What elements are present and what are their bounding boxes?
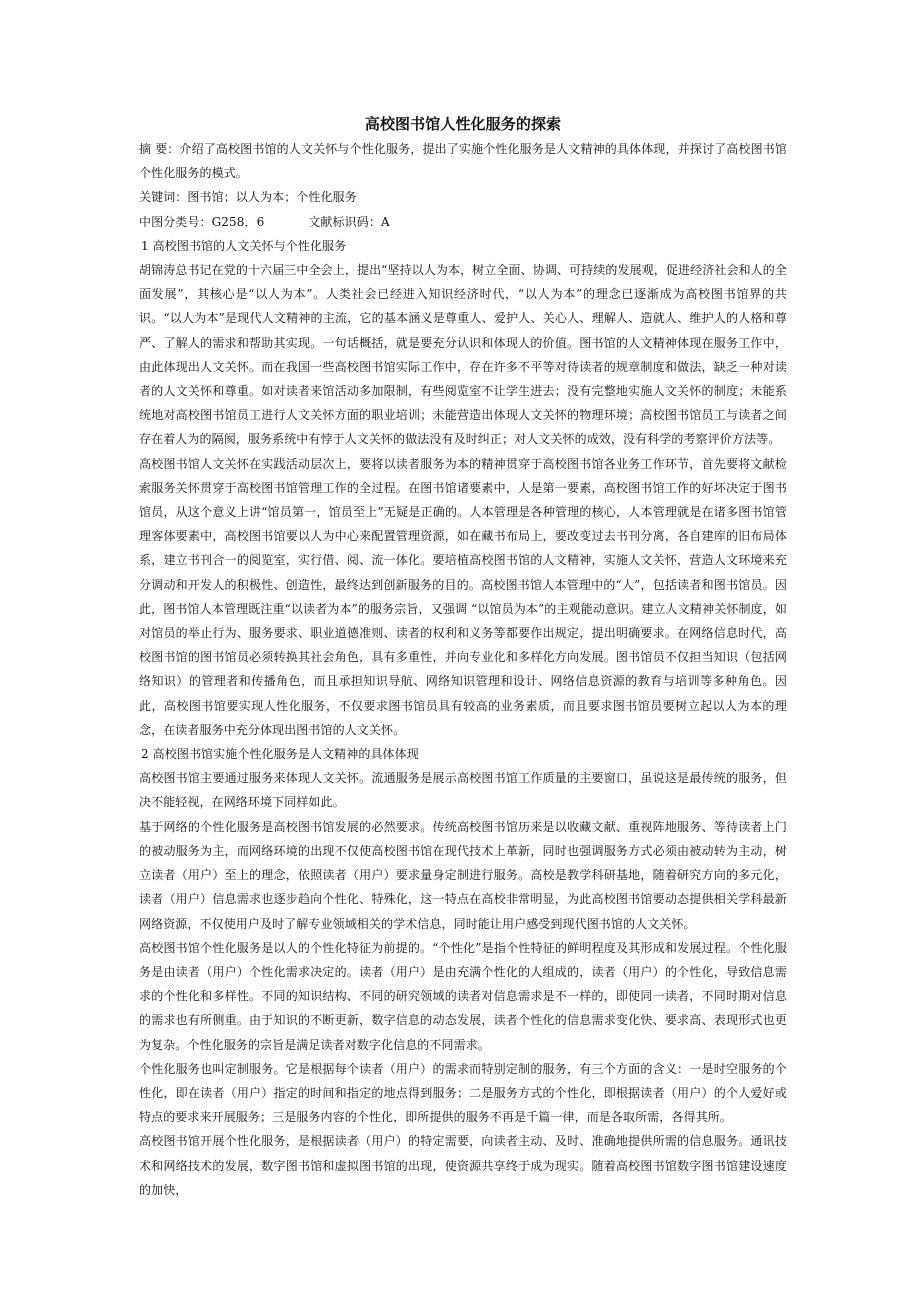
abstract: 摘 要：介绍了高校图书馆的人文关怀与个性化服务，提出了实施个性化服务是人文精神的具体体现，并探讨了高校图书馆个性化服务的模式。 — [139, 142, 787, 181]
section-2-paragraph-3: 高校图书馆个性化服务是以人的个性化特征为前提的。“个性化”是指个性特征的鲜明程度及其形成和发展过程。个性化服务是由读者（用户）个性化需求决定的。读者（用户）是由充满个性化的人组成的，读者（用户）的个性化，导致信息需求的个性化和多样性。不同的知识结构、不同的研究领域的读者对信息需求是不一样的，即使同一读者，不同时期对信息的需求也有所侧重。由于知识的不断更新，数字信息的动态发展，读者个性化的信息需求变化快、要求高、表现形式也更为复杂。个性化服务的宗旨是满足读者对数字化信息的不同需求。 — [139, 940, 787, 1052]
document-code: 文献标识码：A — [308, 214, 390, 229]
section-1-paragraph-1: 胡锦涛总书记在党的十六届三中全会上，提出“坚持以人为本，树立全面、协调、可持续的发展观，促进经济社会和人的全面发展”，其核心是“以人为本”。人类社会已经进入知识经济时代，“以人为本”的理念已逐渐成为高校图书馆界的共识。“以人为本”是现代人文精神的主流，它的基本涵义是尊重人、爱护人、关心人、理解人、造就人、维护人的人格和尊严、了解人的需求和帮助其实现。一句话概括，就是要充分认识和体现人的价值。图书馆的人文精神体现在服务工作中，由此体现出人文关怀。而在我国一些高校图书馆实际工作中，存在许多不平等对待读者的规章制度和做法，缺乏一种对读者的人文关怀和尊重。如对读者来馆活动多加限制，有些阅览室不让学生进去；没有完整地实施人文关怀的制度；未能系统地对高校图书馆员工进行人文关怀方面的职业培训；未能营造出体现人文关怀的物理环境；高校图书馆员工与读者之间存在着人为的隔阂，服务系统中有悖于人文关怀的做法没有及时纠正；对人文关怀的成效，没有科学的考察评价方法等。 — [139, 263, 787, 447]
classification-number: 中图分类号：G258．6 — [139, 214, 265, 229]
keywords: 关键词：图书馆；以人为本；个性化服务 — [139, 190, 357, 205]
section-2-heading: 2 高校图书馆实施个性化服务是人文精神的具体体现 — [141, 747, 419, 762]
classification-line — [139, 210, 787, 234]
section-2-paragraph-1: 高校图书馆主要通过服务来体现人文关怀。流通服务是展示高校图书馆工作质量的主要窗口，虽说这是最传统的服务，但决不能轻视，在网络环境下同样如此。 — [139, 771, 787, 810]
section-1-heading: 1 高校图书馆的人文关怀与个性化服务 — [141, 238, 347, 253]
section-1-paragraph-2: 高校图书馆人文关怀在实践活动层次上，要将以读者服务为本的精神贯穿于高校图书馆各业务工作环节，首先要将文献检索服务关怀贯穿于高校图书馆管理工作的全过程。在图书馆诸要素中，人是第一要素，高校图书馆工作的好坏决定于图书馆员，从这个意义上讲“馆员第一，馆员至上”无疑是正确的。人本管理是各种管理的核心，人本管理就是在诸多图书馆管理客体要素中，高校图书馆要以人为中心来配置管理资源，如在藏书布局上，要改变过去书刊分离，各自建库的旧布局体系，建立书刊合一的阅览室，实行借、阅、流一体化。要培植高校图书馆的人文精神，实施人文关怀，营造人文环境来充分调动和开发人的积极性、创造性，最终达到创新服务的目的。高校图书馆人本管理中的“人”，包括读者和图书馆员。因此，图书馆人本管理既注重“以读者为本”的服务宗旨，又强调 “以馆员为本”的主观能动意识。建立人文精神关怀制度，如对馆员的举止行为、服务要求、职业道德准则、读者的权利和义务等都要作出规定，提出明确要求。在网络信息时代，高校图书馆的图书馆员必须转换其社会角色，具有多重性，并向专业化和多样化方向发展。图书馆员不仅担当知识（包括网络知识）的管理者和传播角色，而且承担知识导航、网络知识管理和设计、网络信息资源的教育与培训等多种角色。因此，高校图书馆要实现人性化服务，不仅要求图书馆员具有较高的业务素质，而且要求图书馆员要树立起以人为本的理念，在读者服务中充分体现出图书馆的人文关怀。 — [139, 456, 787, 737]
section-2-paragraph-2: 基于网络的个性化服务是高校图书馆发展的必然要求。传统高校图书馆历来是以收藏文献、重视阵地服务、等待读者上门的被动服务为主，而网络环境的出现不仅使高校图书馆在现代技术上革新，同时也强调服务方式必须由被动转为主动，树立读者（用户）至上的理念，依照读者（用户）要求量身定制进行服务。高校是教学科研基地，随着研究方向的多元化，读者（用户）信息需求也逐步趋向个性化、特殊化，这一特点在高校非常明显，为此高校图书馆要动态提供相关学科最新网络资源，不仅使用户及时了解专业领域相关的学术信息，同时能让用户感受到现代图书馆的人文关怀。 — [139, 819, 787, 931]
section-2-paragraph-4: 个性化服务也叫定制服务。它是根据每个读者（用户）的需求而特别定制的服务，有三个方面的含义：一是时空服务的个性化，即在读者（用户）指定的时间和指定的地点得到服务；二是服务方式的个性化，即根据读者（用户）的个人爱好或特点的要求来开展服务；三是服务内容的个性化，即所提供的服务不再是千篇一律，而是各取所需，各得其所。 — [139, 1061, 787, 1125]
section-2-paragraph-5: 高校图书馆开展个性化服务，是根据读者（用户）的特定需要，向读者主动、及时、准确地提供所需的信息服务。通讯技术和网络技术的发展，数字图书馆和虚拟图书馆的出现，使资源共享终于成为现实。随着高校图书馆数字图书馆建设速度的加快， — [139, 1134, 787, 1197]
document-title: 高校图书馆人性化服务的探索 — [364, 115, 562, 133]
document-body — [139, 112, 787, 1202]
